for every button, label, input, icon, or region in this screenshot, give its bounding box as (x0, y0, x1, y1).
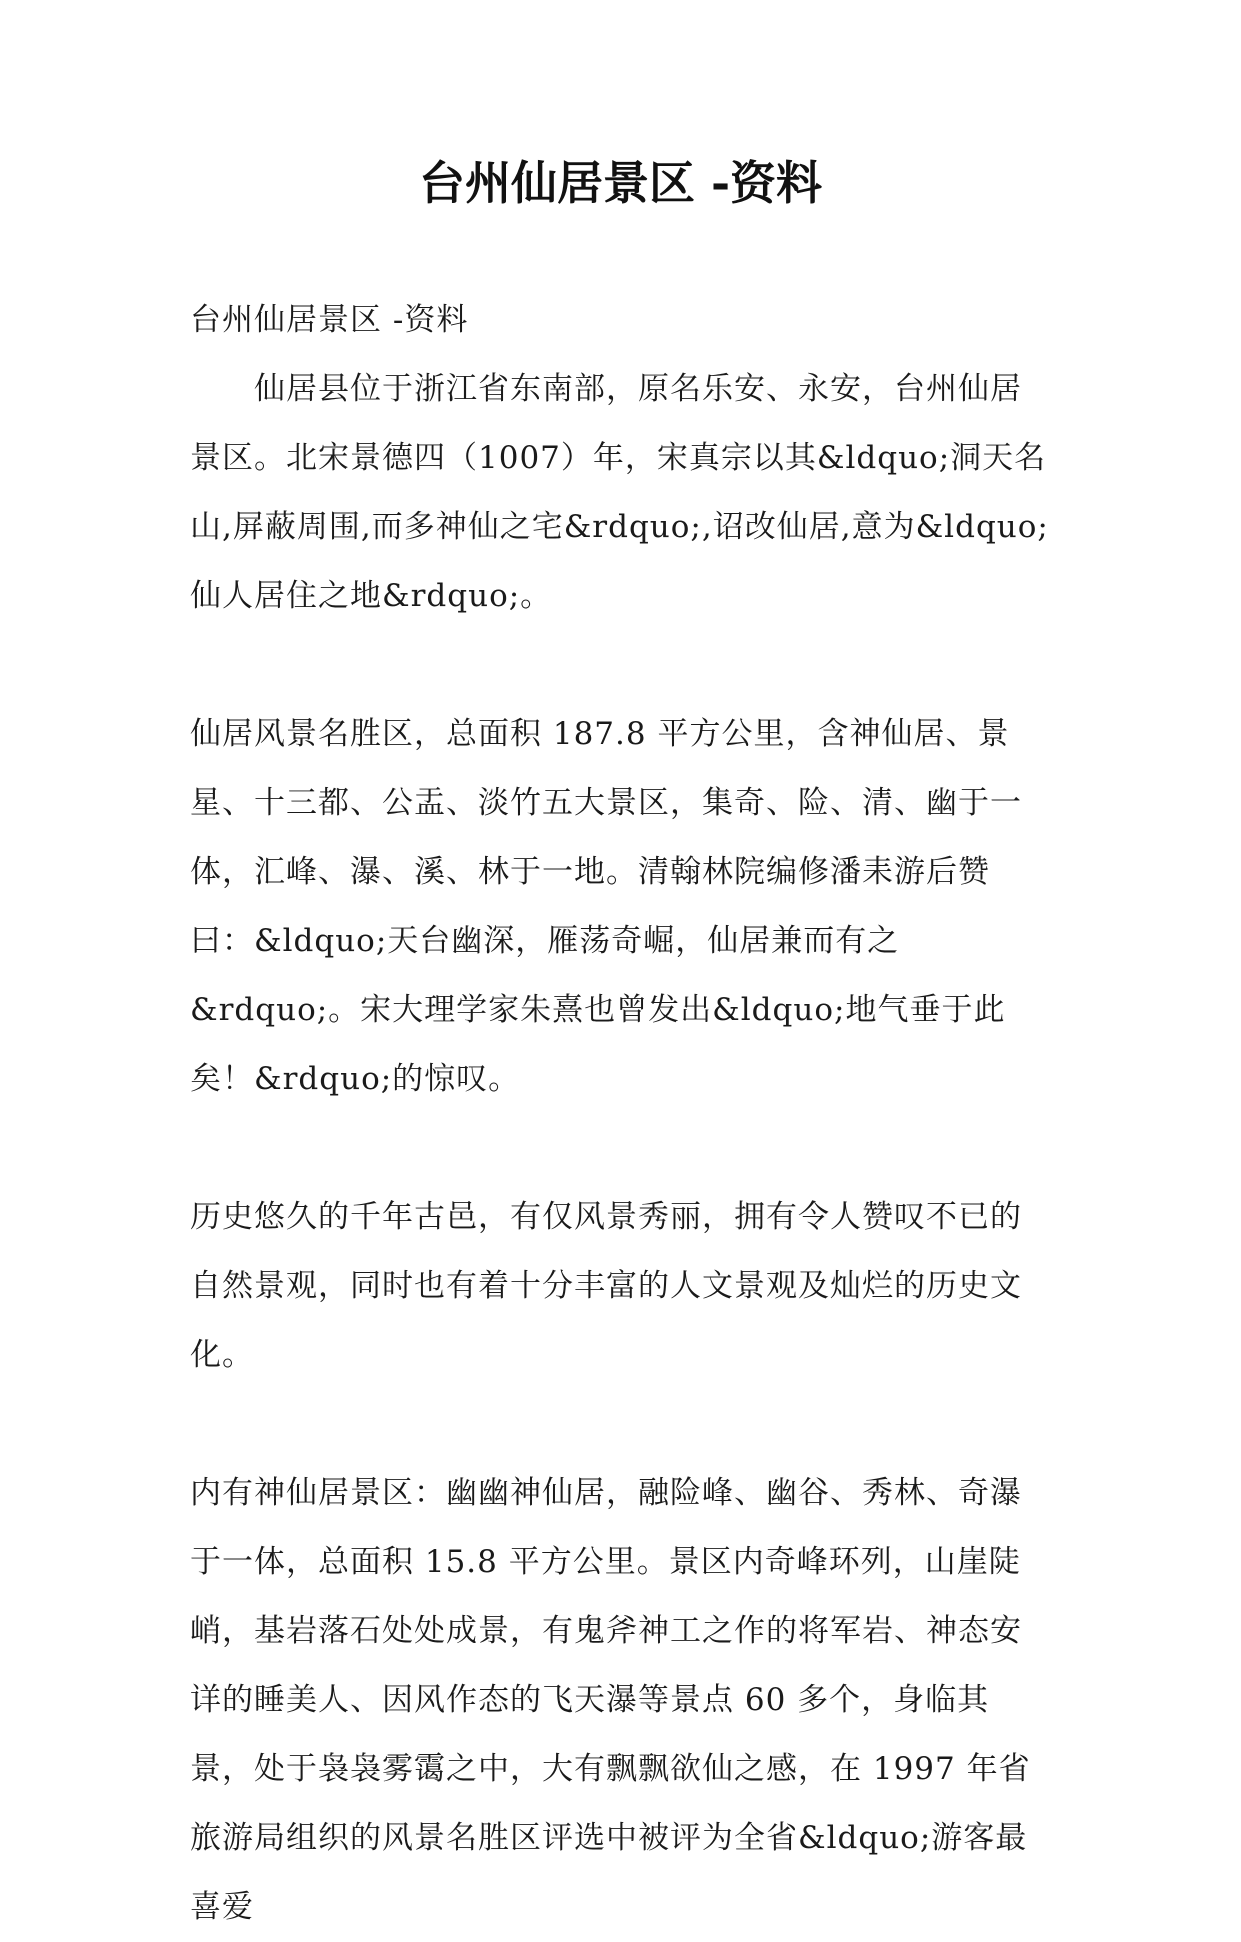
document-title: 台州仙居景区 -资料 (418, 156, 823, 210)
paragraph-history: 历史悠久的千年古邑，有仅风景秀丽，拥有令人赞叹不已的自然景观，同时也有着十分丰富的人文景观及灿烂的历史文化。 (190, 1199, 1022, 1373)
paragraph-shenxianju: 内有神仙居景区：幽幽神仙居，融险峰、幽谷、秀林、奇瀑于一体，总面积 15.8 平方公里。景区内奇峰环列，山崖陡峭，基岩落石处处成景，有鬼斧神工之作的将军岩、神态安详的睡美人、因风作态的飞天瀑等景点 60 多个，身临其景，处于袅袅雾霭之中，大有飘飘欲仙之感，在 1997 年省旅游局组织的风景名胜区评选中被评为全省&ldquo;游客最喜爱 (190, 1475, 1031, 1925)
document-subtitle: 台州仙居景区 -资料 (190, 302, 469, 338)
paragraph-intro: 仙居县位于浙江省东南部，原名乐安、永安，台州仙居景区。北宋景德四（1007）年，宋真宗以其&ldquo;洞天名山,屏蔽周围,而多神仙之宅&rdquo;,诏改仙居,意为&ldquo;仙人居住之地&rdquo;。 (190, 371, 1049, 614)
paragraph-scenic-area: 仙居风景名胜区，总面积 187.8 平方公里，含神仙居、景星、十三都、公盂、淡竹五大景区，集奇、险、清、幽于一体，汇峰、瀑、溪、林于一地。清翰林院编修潘耒游后赞曰：&ldquo;天台幽深，雁荡奇崛，仙居兼而有之&rdquo;。宋大理学家朱熹也曾发出&ldquo;地气垂于此矣！&rdquo;的惊叹。 (190, 716, 1022, 1097)
document-body (190, 286, 1050, 1942)
